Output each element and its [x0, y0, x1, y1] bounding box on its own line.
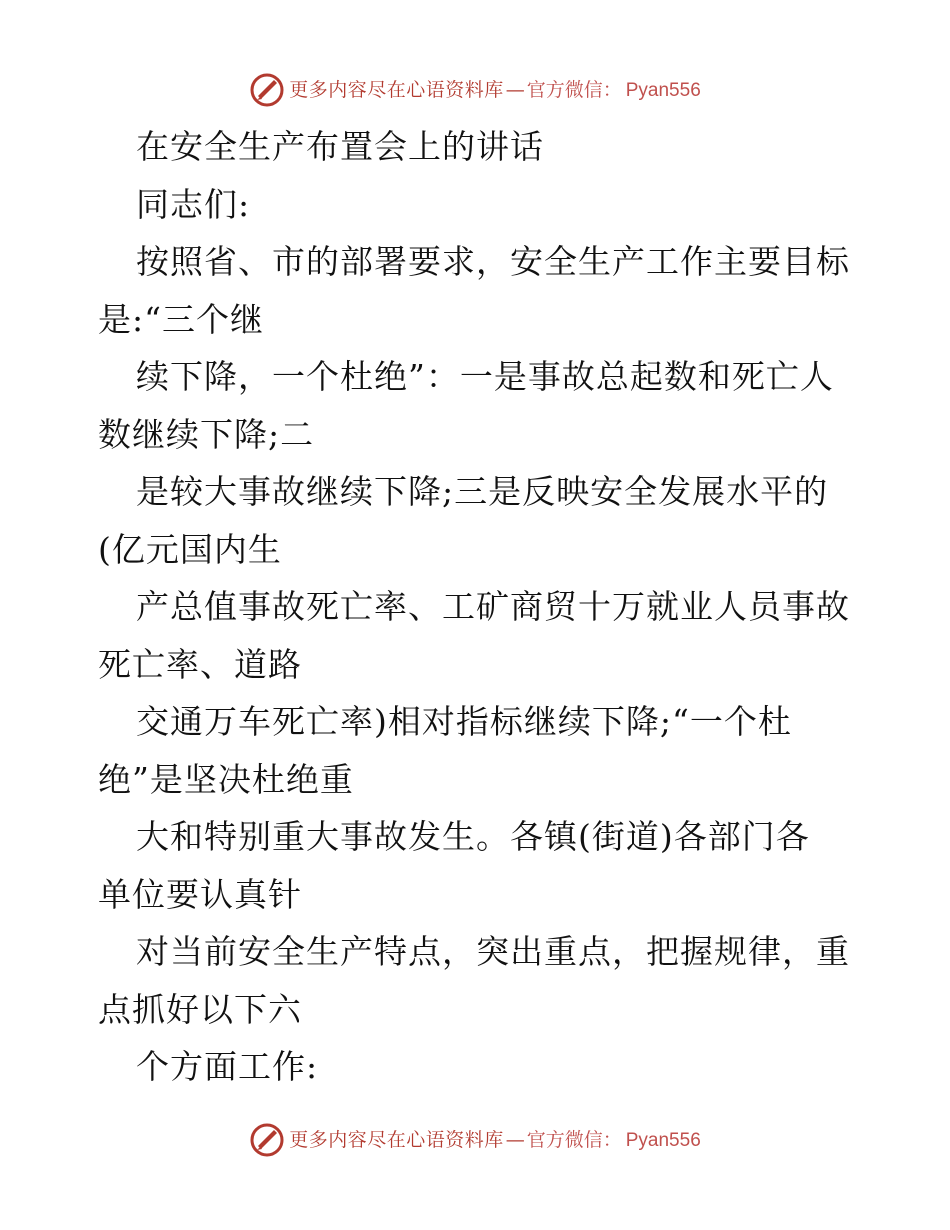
watermark-wechat-id: Pyan556: [625, 79, 701, 101]
paragraph-line: 数继续下降;二: [98, 414, 315, 454]
document-title: 在安全生产布置会上的讲话: [136, 127, 544, 166]
watermark-dash: —: [505, 1128, 525, 1151]
watermark-dash: —: [505, 78, 525, 101]
paragraph-line: 单位要认真针: [98, 874, 302, 914]
paragraph-line: 对当前安全生产特点，突出重点，把握规律，重: [136, 932, 850, 971]
brand-logo-icon: [249, 1122, 285, 1158]
footer-watermark: [0, 1120, 950, 1160]
paragraph-line: 死亡率、道路: [98, 644, 302, 684]
watermark-official-label: 官方微信：: [526, 1128, 622, 1151]
salutation: 同志们:: [136, 184, 251, 224]
document-body: [98, 118, 858, 1096]
paragraph-line: 续下降，一个杜绝”：一是事故总起数和死亡人: [136, 357, 834, 396]
paragraph-line: 是:“三个继: [98, 299, 264, 339]
paragraph-line: 绝”是坚决杜绝重: [98, 759, 354, 799]
paragraph-line: (亿元国内生: [98, 529, 282, 569]
watermark-wechat-id: Pyan556: [625, 1129, 701, 1151]
paragraph-line: 按照省、市的部署要求，安全生产工作主要目标: [136, 242, 850, 281]
paragraph-line: 交通万车死亡率)相对指标继续下降;“一个杜: [136, 702, 792, 741]
paragraph-line: 是较大事故继续下降;三是反映安全发展水平的: [136, 472, 829, 511]
watermark-official-label: 官方微信：: [526, 78, 622, 101]
paragraph-line: 产总值事故死亡率、工矿商贸十万就业人员事故: [136, 587, 850, 626]
header-watermark: [0, 70, 950, 110]
paragraph-line: 点抓好以下六: [98, 989, 302, 1029]
watermark-brand-text: 更多内容尽在心语资料库: [289, 1128, 504, 1151]
brand-logo-icon: [249, 72, 285, 108]
watermark-brand-text: 更多内容尽在心语资料库: [289, 78, 504, 101]
paragraph-line: 大和特别重大事故发生。各镇(街道)各部门各: [136, 817, 810, 856]
paragraph-line: 个方面工作:: [136, 1047, 319, 1086]
